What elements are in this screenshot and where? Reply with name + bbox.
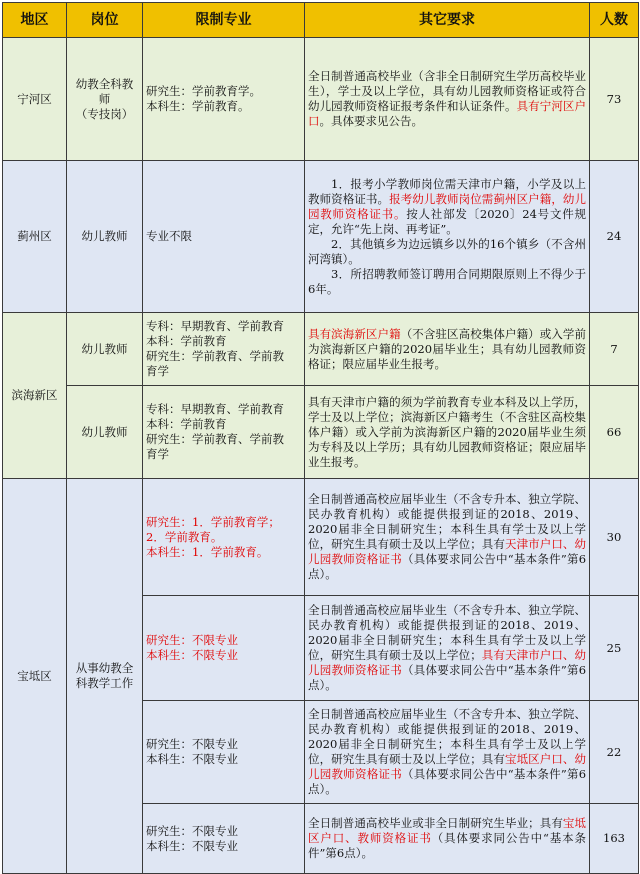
requirements-cell: 具有天津市户籍的须为学前教育专业本科及以上学历，学士及以上学位；滨海新区户籍考生（不含驻区高校集体户籍）或入学前为滨海新区户籍的2020届毕业生须为专科及以上学历；具有幼儿园教师资格证；限应届毕业生报考。 <box>305 386 590 479</box>
major-cell: 专业不限 <box>143 161 305 313</box>
table-row-ninghe <box>3 38 639 161</box>
major-cell: 研究生：不限专业 本科生：不限专业 <box>143 701 305 804</box>
post-cell: 从事幼教全 科教学工作 <box>67 479 143 874</box>
header-row <box>3 3 639 38</box>
count-cell: 66 <box>590 386 639 479</box>
count-cell: 24 <box>590 161 639 313</box>
table-row-binhai-1 <box>3 313 639 386</box>
requirements-cell: 全日制普通高校毕业（含非全日制研究生学历高校毕业生），学士及以上学位，具有幼儿园教师资格证或符合幼儿园教师资格证报考条件和认证条件。具有宁河区户口。具体要求见公告。 <box>305 38 590 161</box>
header-count: 人数 <box>590 3 639 38</box>
major-cell: 研究生：学前教育学。 本科生：学前教育。 <box>143 38 305 161</box>
table-row-jizhou <box>3 161 639 313</box>
header-major: 限制专业 <box>143 3 305 38</box>
post-cell: 幼教全科教 师 （专技岗） <box>67 38 143 161</box>
post-cell: 幼儿教师 <box>67 386 143 479</box>
major-cell: 专科：早期教育、学前教育 本科：学前教育 研究生：学前教育、学前教 育学 <box>143 386 305 479</box>
recruitment-table <box>2 2 639 874</box>
header-post: 岗位 <box>67 3 143 38</box>
region-cell: 宁河区 <box>3 38 67 161</box>
region-cell: 滨海新区 <box>3 313 67 479</box>
count-cell: 30 <box>590 479 639 596</box>
requirements-cell: 全日制普通高校应届毕业生（不含专升本、独立学院、民办教育机构）或能提供报到证的2018、2019、2020届非全日制研究生；本科生具有学士及以上学位，研究生具有硕士及以上学位；具有天津市户口、幼儿园教师资格证书（具体要求同公告中“基本条件”第6点）。 <box>305 596 590 701</box>
table-row-baodi-1 <box>3 479 639 596</box>
major-cell: 研究生：不限专业 本科生：不限专业 <box>143 596 305 701</box>
major-cell: 研究生：1．学前教育学； 2．学前教育。 本科生：1．学前教育。 <box>143 479 305 596</box>
major-cell: 研究生：不限专业 本科生：不限专业 <box>143 804 305 874</box>
requirements-cell: 具有滨海新区户籍（不含驻区高校集体户籍）或入学前为滨海新区户籍的2020届毕业生；具有幼儿园教师资格证；限应届毕业生报考。 <box>305 313 590 386</box>
count-cell: 22 <box>590 701 639 804</box>
count-cell: 25 <box>590 596 639 701</box>
count-cell: 163 <box>590 804 639 874</box>
region-cell: 宝坻区 <box>3 479 67 874</box>
requirements-cell: 全日制普通高校应届毕业生（不含专升本、独立学院、民办教育机构）或能提供报到证的2018、2019、2020届非全日制研究生；本科生具有学士及以上学位，研究生具有硕士及以上学位；具有天津市户口、幼儿园教师资格证书（具体要求同公告中“基本条件”第6点）。 <box>305 479 590 596</box>
requirements-cell: 1．报考小学教师岗位需天津市户籍，小学及以上教师资格证书。报考幼儿教师岗位需蓟州区户籍，幼儿园教师资格证书。按人社部发〔2020〕24号文件规定，允许“先上岗、再考证”。 2．其他镇乡为边远镇乡以外的16个镇乡（不含州河湾镇）。 3．所招聘教师签订聘用合同期限原则上不得少于6年。 <box>305 161 590 313</box>
post-cell: 幼儿教师 <box>67 161 143 313</box>
header-requirements: 其它要求 <box>305 3 590 38</box>
requirements-cell: 全日制普通高校毕业或非全日制研究生毕业；具有宝坻区户口、教师资格证书（具体要求同公告中“基本条件”第6点）。 <box>305 804 590 874</box>
major-cell: 专科：早期教育、学前教育 本科：学前教育 研究生：学前教育、学前教 育学 <box>143 313 305 386</box>
post-cell: 幼儿教师 <box>67 313 143 386</box>
requirements-cell: 全日制普通高校应届毕业生（不含专升本、独立学院、民办教育机构）或能提供报到证的2018、2019、2020届非全日制研究生；本科生具有学士及以上学位，研究生具有硕士及以上学位；具有宝坻区户口、幼儿园教师资格证书（具体要求同公告中“基本条件”第6点）。 <box>305 701 590 804</box>
header-region: 地区 <box>3 3 67 38</box>
count-cell: 7 <box>590 313 639 386</box>
region-cell: 蓟州区 <box>3 161 67 313</box>
count-cell: 73 <box>590 38 639 161</box>
table-row-binhai-2 <box>3 386 639 479</box>
